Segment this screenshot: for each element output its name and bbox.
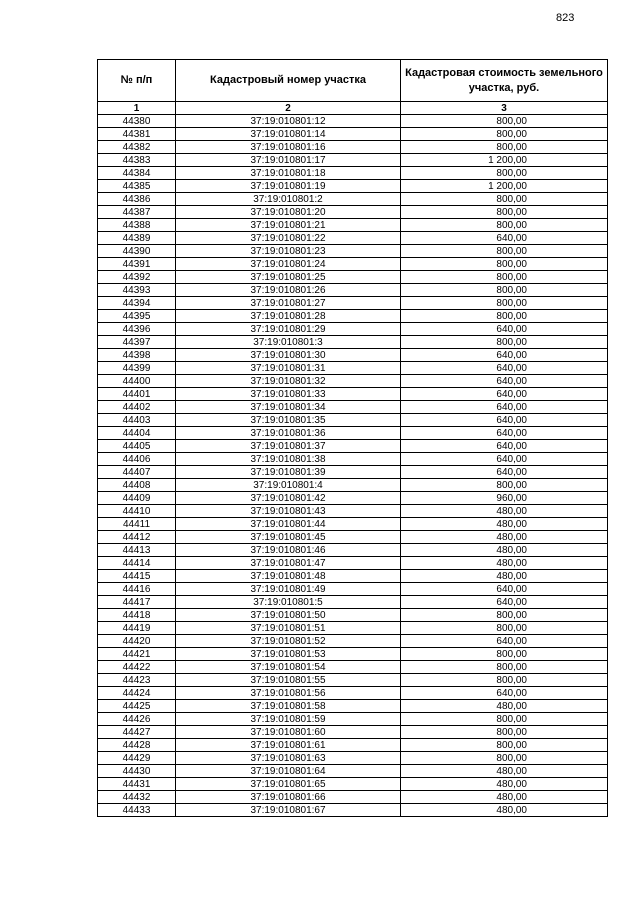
row-number-cell: 44432 — [98, 791, 176, 804]
table-row — [98, 258, 608, 271]
cadastral-value-cell: 640,00 — [401, 323, 608, 336]
table-row — [98, 310, 608, 323]
cadastral-number-cell: 37:19:010801:55 — [176, 674, 401, 687]
cadastral-number-cell: 37:19:010801:22 — [176, 232, 401, 245]
table-row — [98, 453, 608, 466]
table-row — [98, 791, 608, 804]
row-number-cell: 44389 — [98, 232, 176, 245]
table-row — [98, 531, 608, 544]
row-number-cell: 44391 — [98, 258, 176, 271]
table-row — [98, 674, 608, 687]
table-row — [98, 505, 608, 518]
table-row — [98, 362, 608, 375]
row-number-cell: 44380 — [98, 115, 176, 128]
cadastral-value-cell: 800,00 — [401, 141, 608, 154]
table-row — [98, 297, 608, 310]
column-number-3: 3 — [401, 102, 608, 115]
row-number-cell: 44412 — [98, 531, 176, 544]
row-number-cell: 44387 — [98, 206, 176, 219]
row-number-cell: 44424 — [98, 687, 176, 700]
cadastral-value-cell: 800,00 — [401, 713, 608, 726]
cadastral-number-cell: 37:19:010801:45 — [176, 531, 401, 544]
cadastral-value-cell: 1 200,00 — [401, 154, 608, 167]
header-row-number: № п/п — [98, 60, 176, 102]
cadastral-value-cell: 480,00 — [401, 765, 608, 778]
cadastral-number-cell: 37:19:010801:26 — [176, 284, 401, 297]
cadastral-number-cell: 37:19:010801:47 — [176, 557, 401, 570]
row-number-cell: 44395 — [98, 310, 176, 323]
cadastral-number-cell: 37:19:010801:39 — [176, 466, 401, 479]
cadastral-number-cell: 37:19:010801:50 — [176, 609, 401, 622]
table-row — [98, 154, 608, 167]
cadastral-value-cell: 480,00 — [401, 531, 608, 544]
cadastral-value-cell: 640,00 — [401, 414, 608, 427]
row-number-cell: 44409 — [98, 492, 176, 505]
cadastral-number-cell: 37:19:010801:51 — [176, 622, 401, 635]
row-number-cell: 44422 — [98, 661, 176, 674]
table-row — [98, 427, 608, 440]
cadastral-value-cell: 800,00 — [401, 258, 608, 271]
cadastral-value-cell: 800,00 — [401, 648, 608, 661]
cadastral-value-cell: 800,00 — [401, 245, 608, 258]
table-row — [98, 687, 608, 700]
table-row — [98, 323, 608, 336]
row-number-cell: 44401 — [98, 388, 176, 401]
table-row — [98, 349, 608, 362]
page-number: 823 — [556, 12, 575, 24]
cadastral-value-cell: 800,00 — [401, 271, 608, 284]
cadastral-number-cell: 37:19:010801:16 — [176, 141, 401, 154]
cadastral-value-cell: 800,00 — [401, 310, 608, 323]
cadastral-number-cell: 37:19:010801:32 — [176, 375, 401, 388]
column-number-2: 2 — [176, 102, 401, 115]
cadastral-number-cell: 37:19:010801:35 — [176, 414, 401, 427]
cadastral-value-cell: 800,00 — [401, 726, 608, 739]
table-row — [98, 661, 608, 674]
row-number-cell: 44416 — [98, 583, 176, 596]
cadastral-number-cell: 37:19:010801:56 — [176, 687, 401, 700]
table-row — [98, 583, 608, 596]
table-body — [98, 115, 608, 817]
cadastral-number-cell: 37:19:010801:53 — [176, 648, 401, 661]
cadastral-number-cell: 37:19:010801:20 — [176, 206, 401, 219]
table-row — [98, 739, 608, 752]
table-row — [98, 492, 608, 505]
row-number-cell: 44392 — [98, 271, 176, 284]
table-row — [98, 206, 608, 219]
row-number-cell: 44410 — [98, 505, 176, 518]
table-row — [98, 414, 608, 427]
cadastral-number-cell: 37:19:010801:24 — [176, 258, 401, 271]
table-row — [98, 245, 608, 258]
cadastral-value-cell: 800,00 — [401, 609, 608, 622]
cadastral-number-cell: 37:19:010801:36 — [176, 427, 401, 440]
row-number-cell: 44404 — [98, 427, 176, 440]
row-number-cell: 44388 — [98, 219, 176, 232]
cadastral-number-cell: 37:19:010801:3 — [176, 336, 401, 349]
cadastral-value-cell: 800,00 — [401, 219, 608, 232]
cadastral-value-cell: 640,00 — [401, 375, 608, 388]
cadastral-number-cell: 37:19:010801:67 — [176, 804, 401, 817]
cadastral-number-cell: 37:19:010801:49 — [176, 583, 401, 596]
table-row — [98, 375, 608, 388]
table-row — [98, 635, 608, 648]
row-number-cell: 44403 — [98, 414, 176, 427]
table-row — [98, 440, 608, 453]
cadastral-value-cell: 800,00 — [401, 206, 608, 219]
table-row — [98, 128, 608, 141]
cadastral-value-cell: 480,00 — [401, 518, 608, 531]
cadastral-number-cell: 37:19:010801:23 — [176, 245, 401, 258]
cadastral-value-cell: 640,00 — [401, 349, 608, 362]
table-row — [98, 609, 608, 622]
cadastral-value-cell: 640,00 — [401, 466, 608, 479]
cadastral-number-cell: 37:19:010801:46 — [176, 544, 401, 557]
cadastral-value-cell: 480,00 — [401, 700, 608, 713]
cadastral-value-cell: 800,00 — [401, 297, 608, 310]
table-row — [98, 713, 608, 726]
table-row — [98, 622, 608, 635]
cadastral-number-cell: 37:19:010801:30 — [176, 349, 401, 362]
cadastral-number-cell: 37:19:010801:61 — [176, 739, 401, 752]
table-row — [98, 778, 608, 791]
table-row — [98, 596, 608, 609]
row-number-cell: 44407 — [98, 466, 176, 479]
table-row — [98, 479, 608, 492]
cadastral-number-cell: 37:19:010801:52 — [176, 635, 401, 648]
cadastral-number-cell: 37:19:010801:54 — [176, 661, 401, 674]
header-cadastral-value: Кадастровая стоимость земельного участка, руб. — [401, 60, 608, 102]
row-number-cell: 44433 — [98, 804, 176, 817]
row-number-cell: 44397 — [98, 336, 176, 349]
row-number-cell: 44381 — [98, 128, 176, 141]
cadastral-number-cell: 37:19:010801:12 — [176, 115, 401, 128]
table-row — [98, 271, 608, 284]
cadastral-value-cell: 640,00 — [401, 362, 608, 375]
row-number-cell: 44429 — [98, 752, 176, 765]
row-number-cell: 44421 — [98, 648, 176, 661]
cadastral-value-cell: 800,00 — [401, 284, 608, 297]
row-number-cell: 44420 — [98, 635, 176, 648]
row-number-cell: 44413 — [98, 544, 176, 557]
cadastral-number-cell: 37:19:010801:19 — [176, 180, 401, 193]
cadastral-value-cell: 800,00 — [401, 193, 608, 206]
row-number-cell: 44417 — [98, 596, 176, 609]
cadastral-value-cell: 640,00 — [401, 687, 608, 700]
row-number-cell: 44398 — [98, 349, 176, 362]
row-number-cell: 44405 — [98, 440, 176, 453]
cadastral-value-cell: 640,00 — [401, 232, 608, 245]
cadastral-value-cell: 480,00 — [401, 557, 608, 570]
cadastral-value-cell: 640,00 — [401, 596, 608, 609]
row-number-cell: 44423 — [98, 674, 176, 687]
cadastral-value-cell: 480,00 — [401, 791, 608, 804]
cadastral-number-cell: 37:19:010801:34 — [176, 401, 401, 414]
cadastral-number-cell: 37:19:010801:17 — [176, 154, 401, 167]
cadastral-number-cell: 37:19:010801:14 — [176, 128, 401, 141]
row-number-cell: 44399 — [98, 362, 176, 375]
table-row — [98, 544, 608, 557]
cadastral-number-cell: 37:19:010801:58 — [176, 700, 401, 713]
cadastral-value-cell: 480,00 — [401, 544, 608, 557]
row-number-cell: 44419 — [98, 622, 176, 635]
cadastral-value-cell: 800,00 — [401, 479, 608, 492]
cadastral-number-cell: 37:19:010801:21 — [176, 219, 401, 232]
table-row — [98, 141, 608, 154]
row-number-cell: 44384 — [98, 167, 176, 180]
row-number-cell: 44427 — [98, 726, 176, 739]
cadastral-value-cell: 800,00 — [401, 661, 608, 674]
cadastral-value-cell: 800,00 — [401, 674, 608, 687]
row-number-cell: 44382 — [98, 141, 176, 154]
cadastral-number-cell: 37:19:010801:29 — [176, 323, 401, 336]
row-number-cell: 44408 — [98, 479, 176, 492]
table-row — [98, 518, 608, 531]
table-row — [98, 336, 608, 349]
cadastral-number-cell: 37:19:010801:66 — [176, 791, 401, 804]
cadastral-value-cell: 800,00 — [401, 167, 608, 180]
table-row — [98, 232, 608, 245]
cadastral-number-cell: 37:19:010801:25 — [176, 271, 401, 284]
cadastral-number-cell: 37:19:010801:5 — [176, 596, 401, 609]
cadastral-value-cell: 480,00 — [401, 778, 608, 791]
row-number-cell: 44402 — [98, 401, 176, 414]
table-row — [98, 284, 608, 297]
cadastral-number-cell: 37:19:010801:27 — [176, 297, 401, 310]
cadastral-number-cell: 37:19:010801:18 — [176, 167, 401, 180]
table-row — [98, 700, 608, 713]
cadastral-value-cell: 640,00 — [401, 388, 608, 401]
cadastral-value-cell: 800,00 — [401, 336, 608, 349]
row-number-cell: 44383 — [98, 154, 176, 167]
cadastral-value-cell: 800,00 — [401, 115, 608, 128]
cadastral-value-cell: 800,00 — [401, 739, 608, 752]
row-number-cell: 44428 — [98, 739, 176, 752]
table-row — [98, 115, 608, 128]
cadastral-number-cell: 37:19:010801:64 — [176, 765, 401, 778]
cadastral-number-cell: 37:19:010801:37 — [176, 440, 401, 453]
cadastral-number-cell: 37:19:010801:59 — [176, 713, 401, 726]
row-number-cell: 44411 — [98, 518, 176, 531]
table-row — [98, 648, 608, 661]
row-number-cell: 44400 — [98, 375, 176, 388]
cadastral-value-cell: 1 200,00 — [401, 180, 608, 193]
row-number-cell: 44396 — [98, 323, 176, 336]
table-row — [98, 557, 608, 570]
cadastral-number-cell: 37:19:010801:48 — [176, 570, 401, 583]
cadastral-number-cell: 37:19:010801:42 — [176, 492, 401, 505]
cadastral-number-cell: 37:19:010801:4 — [176, 479, 401, 492]
table-row — [98, 193, 608, 206]
cadastral-value-cell: 800,00 — [401, 128, 608, 141]
cadastral-number-cell: 37:19:010801:43 — [176, 505, 401, 518]
cadastral-value-cell: 640,00 — [401, 427, 608, 440]
table-row — [98, 570, 608, 583]
row-number-cell: 44426 — [98, 713, 176, 726]
table-row — [98, 765, 608, 778]
table-row — [98, 180, 608, 193]
row-number-cell: 44393 — [98, 284, 176, 297]
cadastral-value-cell: 640,00 — [401, 440, 608, 453]
row-number-cell: 44431 — [98, 778, 176, 791]
table-row — [98, 401, 608, 414]
row-number-cell: 44385 — [98, 180, 176, 193]
cadastral-value-cell: 800,00 — [401, 622, 608, 635]
row-number-cell: 44415 — [98, 570, 176, 583]
cadastral-number-cell: 37:19:010801:60 — [176, 726, 401, 739]
column-number-1: 1 — [98, 102, 176, 115]
row-number-cell: 44414 — [98, 557, 176, 570]
cadastral-value-table — [97, 59, 608, 817]
cadastral-number-cell: 37:19:010801:28 — [176, 310, 401, 323]
cadastral-number-cell: 37:19:010801:31 — [176, 362, 401, 375]
row-number-cell: 44394 — [98, 297, 176, 310]
table-row — [98, 466, 608, 479]
cadastral-number-cell: 37:19:010801:65 — [176, 778, 401, 791]
cadastral-number-cell: 37:19:010801:38 — [176, 453, 401, 466]
cadastral-value-cell: 640,00 — [401, 453, 608, 466]
row-number-cell: 44430 — [98, 765, 176, 778]
cadastral-value-cell: 640,00 — [401, 583, 608, 596]
row-number-cell: 44406 — [98, 453, 176, 466]
header-cadastral-number: Кадастровый номер участка — [176, 60, 401, 102]
row-number-cell: 44425 — [98, 700, 176, 713]
table-row — [98, 388, 608, 401]
cadastral-value-cell: 480,00 — [401, 505, 608, 518]
table-row — [98, 726, 608, 739]
cadastral-number-cell: 37:19:010801:44 — [176, 518, 401, 531]
table-row — [98, 167, 608, 180]
cadastral-value-cell: 800,00 — [401, 752, 608, 765]
cadastral-number-cell: 37:19:010801:33 — [176, 388, 401, 401]
table-row — [98, 804, 608, 817]
cadastral-value-cell: 640,00 — [401, 401, 608, 414]
row-number-cell: 44386 — [98, 193, 176, 206]
cadastral-value-cell: 480,00 — [401, 570, 608, 583]
table-row — [98, 219, 608, 232]
cadastral-number-cell: 37:19:010801:2 — [176, 193, 401, 206]
row-number-cell: 44418 — [98, 609, 176, 622]
cadastral-value-cell: 960,00 — [401, 492, 608, 505]
cadastral-value-cell: 480,00 — [401, 804, 608, 817]
cadastral-value-cell: 640,00 — [401, 635, 608, 648]
cadastral-number-cell: 37:19:010801:63 — [176, 752, 401, 765]
table-row — [98, 752, 608, 765]
row-number-cell: 44390 — [98, 245, 176, 258]
